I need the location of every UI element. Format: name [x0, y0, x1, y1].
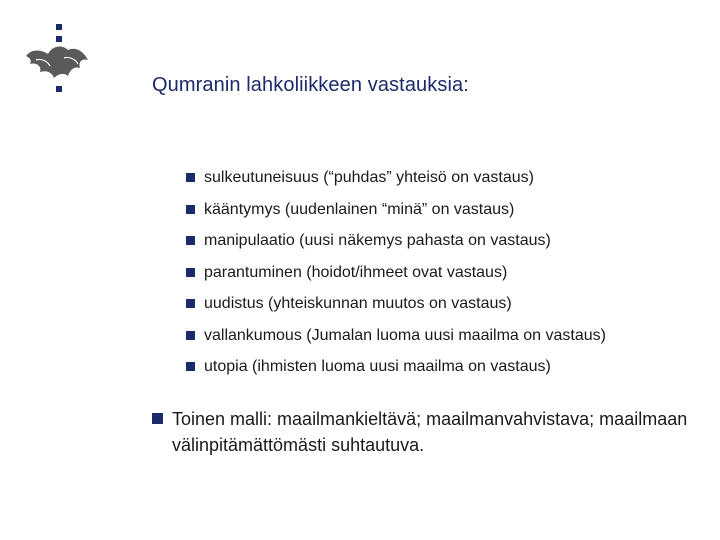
square-bullet-icon — [186, 205, 195, 214]
list-item-label: manipulaatio (uusi näkemys pahasta on vastaus) — [204, 232, 551, 249]
list-item-label: vallankumous (Jumalan luoma uusi maailma on vastaus) — [204, 326, 606, 344]
list-item-label: uudistus (yhteiskunnan muutos on vastaus) — [204, 295, 512, 312]
square-bullet-icon — [186, 236, 195, 245]
slide-title: Qumranin lahkoliikkeen vastauksia: — [152, 74, 469, 96]
square-bullet-icon — [186, 362, 195, 371]
square-bullet-icon — [186, 299, 195, 308]
square-bullet-icon — [186, 173, 195, 182]
university-logo-icon — [18, 22, 96, 100]
list-item-label: utopia (ihmisten luoma uusi maailma on vastaus) — [204, 358, 551, 375]
main-bullet-item — [152, 406, 692, 458]
square-bullet-icon — [186, 331, 195, 340]
square-bullet-icon — [152, 413, 163, 424]
square-bullet-icon — [186, 268, 195, 277]
main-bullet-text: Toinen malli: maailmankieltävä; maailmanvahvistava; maailmaan välinpitämättömästi suhtautuva. — [172, 409, 688, 455]
list-item-label: kääntymys (uudenlainen “minä” on vastaus) — [204, 200, 515, 218]
list-item-label: sulkeutuneisuus (“puhdas” yhteisö on vastaus) — [204, 169, 534, 186]
list-item-label: parantuminen (hoidot/ihmeet ovat vastaus) — [204, 263, 508, 281]
